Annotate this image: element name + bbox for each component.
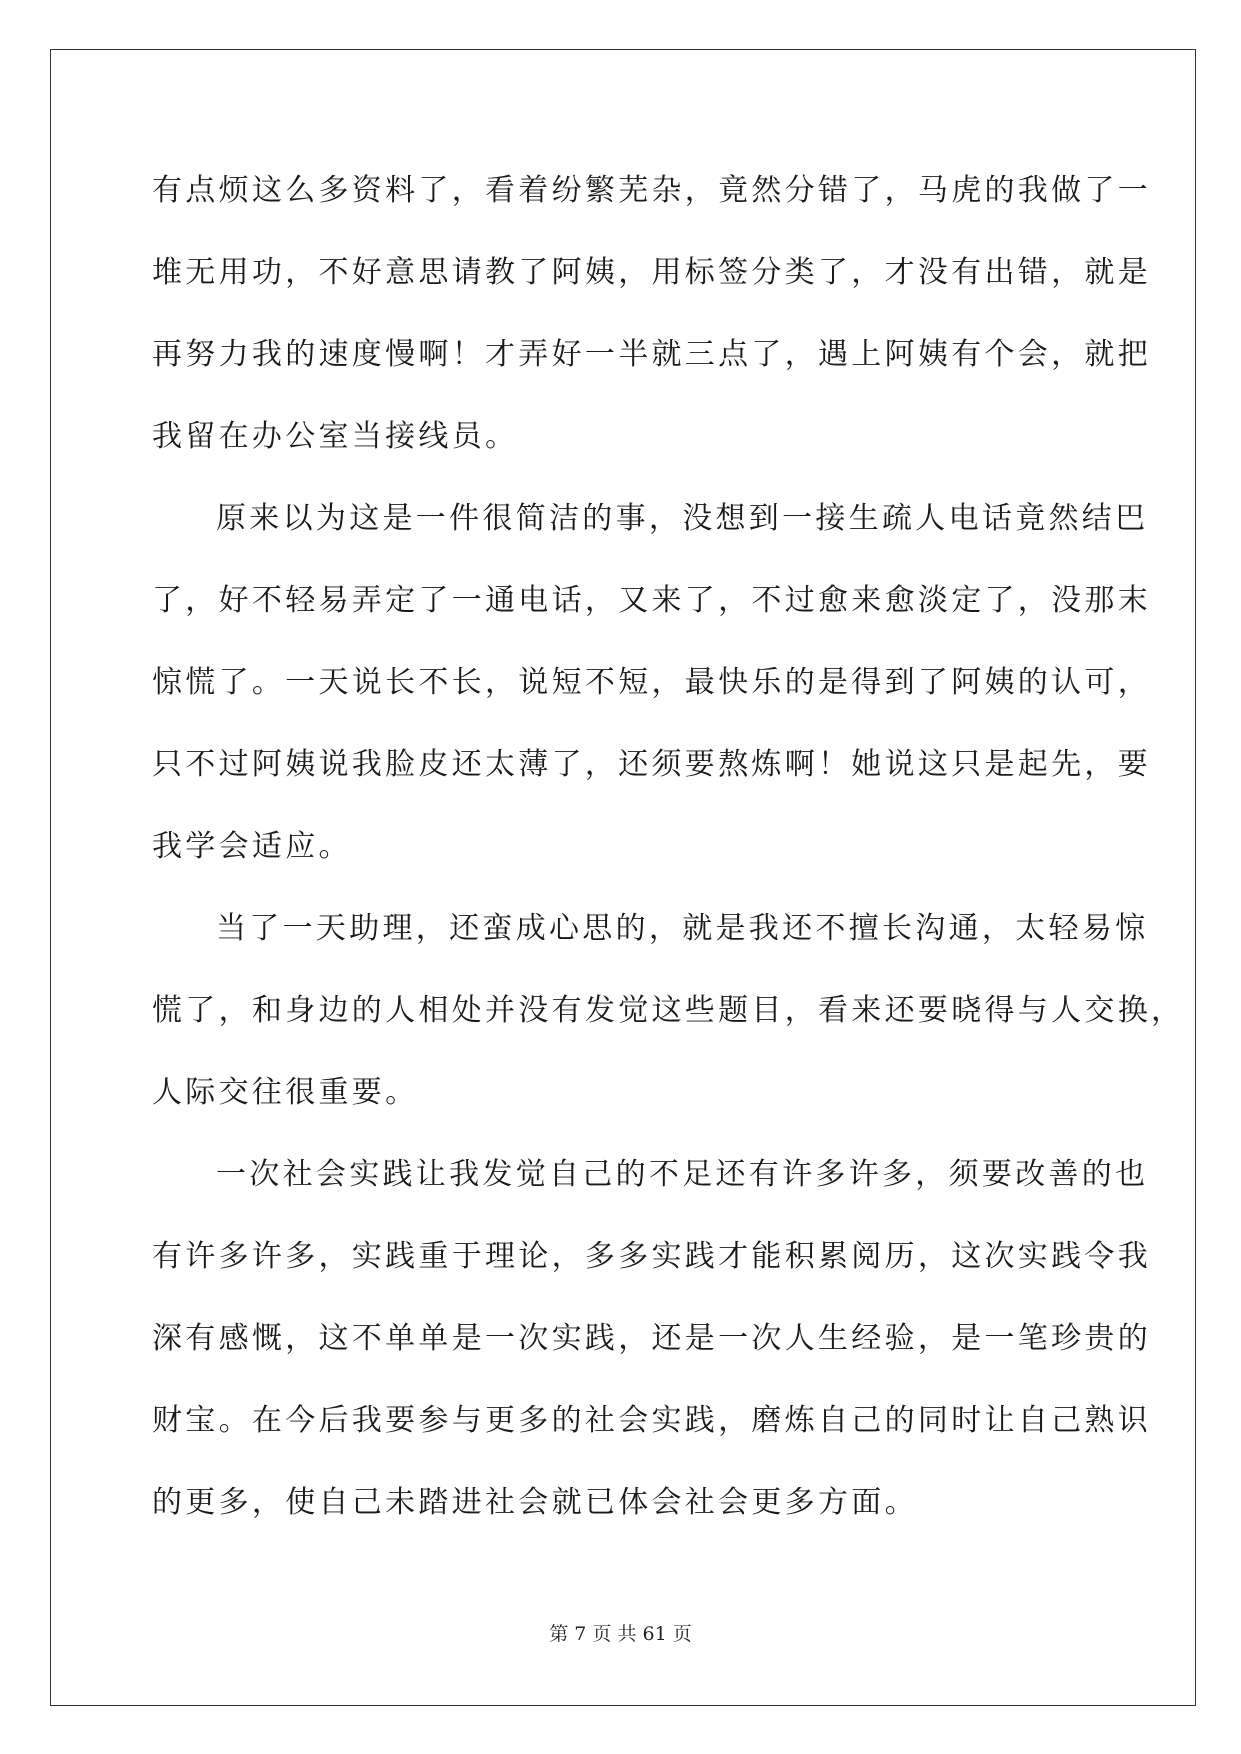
text-line: 深有感慨，这不单单是一次实践，还是一次人生经验，是一笔珍贵的 [152, 1321, 1151, 1356]
text-line: 慌了，和身边的人相处并没有发觉这些题目，看来还要晓得与人交换， [152, 993, 1185, 1028]
text-line: 再努力我的速度慢啊！才弄好一半就三点了，遇上阿姨有个会，就把 [152, 337, 1151, 372]
text-line: 我学会适应。 [152, 829, 352, 864]
text-line: 我留在办公室当接线员。 [152, 419, 519, 454]
text-line: 堆无用功，不好意思请教了阿姨，用标签分类了，才没有出错，就是 [152, 255, 1151, 290]
text-line: 一次社会实践让我发觉自己的不足还有许多许多，须要改善的也 [216, 1157, 1149, 1192]
text-line: 人际交往很重要。 [152, 1075, 419, 1110]
text-line: 了，好不轻易弄定了一通电话，又来了，不过愈来愈淡定了，没那末 [152, 583, 1151, 618]
text-line: 有点烦这么多资料了，看着纷繁芜杂，竟然分错了，马虎的我做了一 [152, 173, 1151, 208]
document-body [152, 150, 1185, 1544]
text-line: 当了一天助理，还蛮成心思的，就是我还不擅长沟通，太轻易惊 [216, 911, 1149, 946]
text-line: 原来以为这是一件很简洁的事，没想到一接生疏人电话竟然结巴 [216, 501, 1149, 536]
text-line: 财宝。在今后我要参与更多的社会实践，磨炼自己的同时让自己熟识 [152, 1403, 1151, 1438]
text-line: 有许多许多，实践重于理论，多多实践才能积累阅历，这次实践令我 [152, 1239, 1151, 1274]
page-footer: 第 7 页 共 61 页 [549, 1623, 692, 1645]
text-line: 只不过阿姨说我脸皮还太薄了，还须要熬炼啊！她说这只是起先，要 [152, 747, 1151, 782]
text-line: 惊慌了。一天说长不长，说短不短，最快乐的是得到了阿姨的认可， [152, 665, 1151, 700]
text-line: 的更多，使自己未踏进社会就已体会社会更多方面。 [152, 1485, 918, 1520]
